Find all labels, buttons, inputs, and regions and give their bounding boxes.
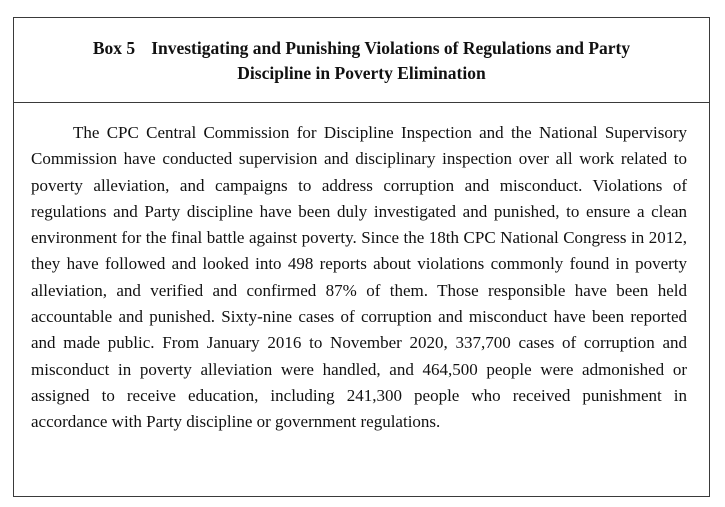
box-title-line-2: Discipline in Poverty Elimination <box>237 63 486 83</box>
text-box <box>13 17 710 497</box>
box-header <box>14 18 709 103</box>
box-title-line-1 <box>14 36 709 61</box>
box-title-part-1: Investigating and Punishing Violations of Regulations and Party <box>151 38 631 58</box>
box-number: Box 5 <box>92 38 136 58</box>
box-paragraph: The CPC Central Commission for Discipline Inspection and the National Supervisory Commission have conducted supervision and disciplinary inspection over all work related to poverty alleviation, and campaigns to address corruption and misconduct. Violations of regulations and Party discipline have been duly investigated and punished, to ensure a clean environment for the final battle against poverty. Since the 18th CPC National Congress in 2012, they have followed and looked into 498 reports about violations commonly found in poverty alleviation, and verified and confirmed 87% of them. Those responsible have been held accountable and punished. Sixty-nine cases of corruption and misconduct have been reported and made public. From January 2016 to November 2020, 337,700 cases of corruption and misconduct in poverty alleviation were handled, and 464,500 people were admonished or assigned to receive education, including 241,300 people who received punishment in accordance with Party discipline or government regulations. <box>31 123 687 432</box>
